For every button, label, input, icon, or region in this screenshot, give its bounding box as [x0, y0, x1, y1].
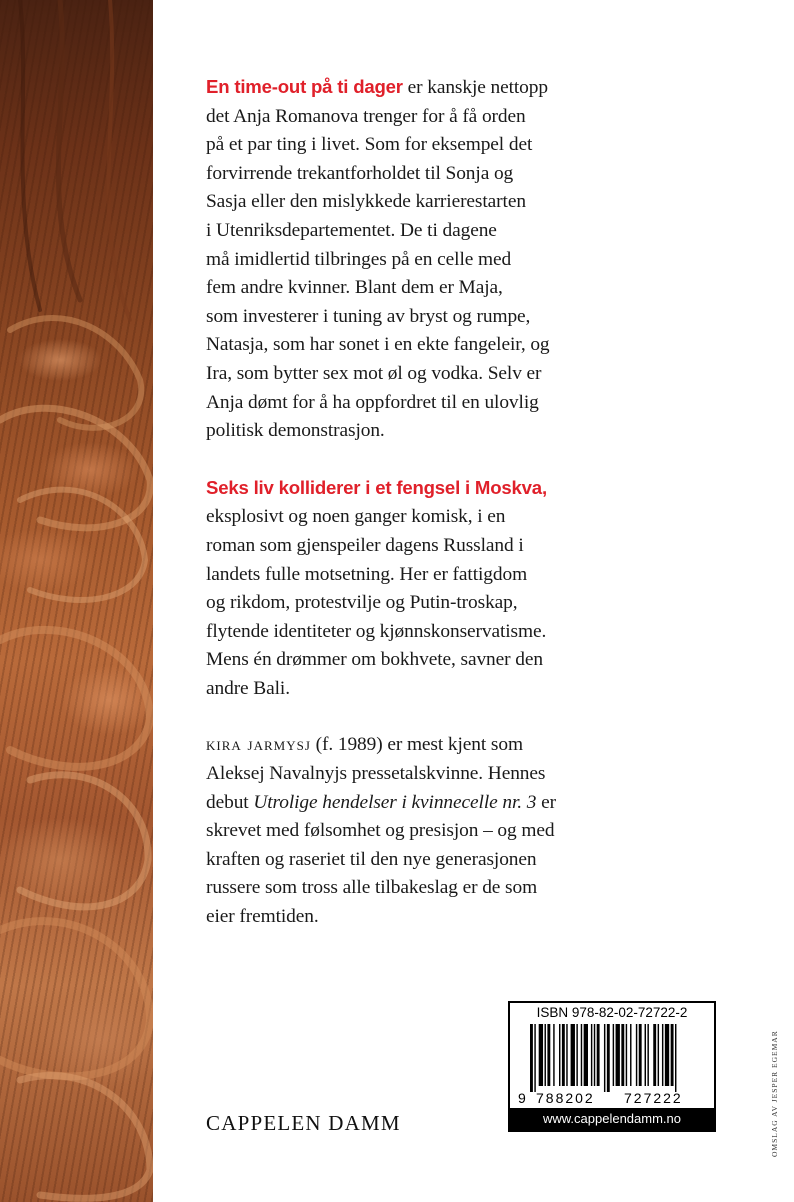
blurb-line: roman som gjenspeiler dagens Russland i	[206, 534, 524, 556]
barcode-bar	[581, 1024, 582, 1086]
hair-curls-illustration	[0, 0, 153, 1202]
barcode-bar	[639, 1024, 642, 1086]
book-title: Utrolige hendelser i kvinnecelle nr. 3	[253, 791, 537, 813]
barcode-bar	[591, 1024, 592, 1086]
barcode-bar	[616, 1024, 620, 1086]
barcode-bar	[571, 1024, 575, 1086]
blurb-line: Mens én drømmer om bokhvete, savner den	[206, 649, 543, 671]
bio-line: russere som tross alle tilbakeslag er de som	[206, 877, 538, 899]
blurb-lead-2: Seks liv kolliderer i et fengsel i Moskva,	[206, 476, 547, 498]
barcode-bar	[647, 1024, 648, 1086]
barcode-bar	[566, 1024, 567, 1086]
blurb-line: er kanskje nettopp	[402, 77, 548, 98]
bio-line: debut	[206, 791, 254, 813]
blurb-line: og rikdom, protestvilje og Putin-troskap,	[206, 592, 518, 614]
blurb-line: forvirrende trekantforholdet til Sonja og	[206, 162, 514, 184]
author-name: kira jarmysj	[206, 734, 311, 756]
blurb-line: flytende identiteter og kjønnskonservatisme.	[206, 620, 547, 642]
blurb-line: Anja dømt for å ha oppfordret til en ulovlig	[206, 391, 539, 413]
barcode-bars	[516, 1024, 710, 1106]
barcode-bar	[553, 1024, 554, 1086]
barcode-bar	[671, 1024, 674, 1086]
barcode-bar	[604, 1024, 605, 1092]
blurb-line: på et par ting i livet. Som for eksempel det	[206, 134, 533, 156]
cover-design-credit: OMSLAG AV JESPER EGEMAR	[770, 1030, 779, 1157]
isbn-barcode	[508, 1001, 716, 1132]
barcode-bar	[607, 1024, 610, 1092]
bio-line: kraften og raseriet til den nye generasjonen	[206, 848, 537, 870]
blurb-paragraph-2	[206, 474, 626, 704]
barcode-digit-first: 9	[518, 1090, 526, 1106]
barcode-bar	[594, 1024, 595, 1086]
blurb-line: fem andre kvinner. Blant dem er Maja,	[206, 277, 503, 299]
blurb-line: andre Bali.	[206, 677, 290, 699]
barcode-bar	[545, 1024, 546, 1086]
blurb-line: i Utenriksdepartementet. De ti dagene	[206, 219, 497, 241]
blurb-lead-1: En time-out på ti dager	[206, 76, 403, 97]
blurb-line: landets fulle motsetning. Her er fattigdom	[206, 563, 528, 585]
barcode-bar	[621, 1024, 624, 1086]
barcode-bar	[653, 1024, 656, 1086]
blurb-line: må imidlertid tilbringes på en celle med	[206, 248, 512, 270]
bio-line: skrevet med følsomhet og presisjon – og med	[206, 820, 555, 842]
barcode-bar	[662, 1024, 663, 1086]
blurb-line: det Anja Romanova trenger for å få orden	[206, 105, 526, 127]
blurb-line: eksplosivt og noen ganger komisk, i en	[206, 506, 506, 528]
barcode-bar	[658, 1024, 659, 1086]
bio-line: er	[536, 791, 556, 813]
isbn-number: ISBN 978-82-02-72722-2	[536, 1005, 688, 1020]
author-bio	[206, 731, 626, 931]
bio-line: (f. 1989) er mest kjent som	[310, 734, 523, 756]
barcode-bar	[626, 1024, 627, 1086]
blurb-paragraph-1	[206, 73, 626, 446]
barcode-bar	[547, 1024, 550, 1086]
barcode-bar	[630, 1024, 631, 1086]
barcode-bar	[534, 1024, 535, 1092]
bio-line: eier fremtiden.	[206, 906, 319, 928]
barcode-bar	[584, 1024, 588, 1086]
publisher-logo: CAPPELEN DAMM	[206, 1111, 401, 1135]
barcode-bar	[576, 1024, 577, 1086]
barcode-bar	[645, 1024, 646, 1086]
barcode-bar	[562, 1024, 565, 1086]
barcode-digits-right: 727222	[624, 1090, 683, 1106]
blurb-line: Natasja, som har sonet i en ekte fangeleir, og	[206, 334, 550, 356]
bio-line: Aleksej Navalnyjs pressetalskvinne. Hennes	[206, 763, 546, 785]
blurb-line: som investerer i tuning av bryst og rumpe,	[206, 305, 531, 327]
barcode-bar	[530, 1024, 533, 1092]
barcode-bar	[636, 1024, 637, 1086]
blurb-line: Ira, som bytter sex mot øl og vodka. Selv er	[206, 362, 542, 384]
barcode-bar	[613, 1024, 614, 1086]
barcode-bar	[675, 1024, 676, 1092]
barcode-bar	[559, 1024, 560, 1086]
blurb-line: Sasja eller den mislykkede karrierestarten	[206, 191, 526, 213]
publisher-url: www.cappelendamm.no	[510, 1108, 714, 1130]
blurb-line: politisk demonstrasjon.	[206, 420, 385, 442]
cover-photo-hair	[0, 0, 153, 1202]
barcode-bar	[539, 1024, 543, 1086]
barcode-bar	[597, 1024, 600, 1086]
barcode-digits-left: 788202	[536, 1090, 595, 1106]
back-cover-text	[206, 73, 626, 932]
barcode-bar	[665, 1024, 669, 1086]
